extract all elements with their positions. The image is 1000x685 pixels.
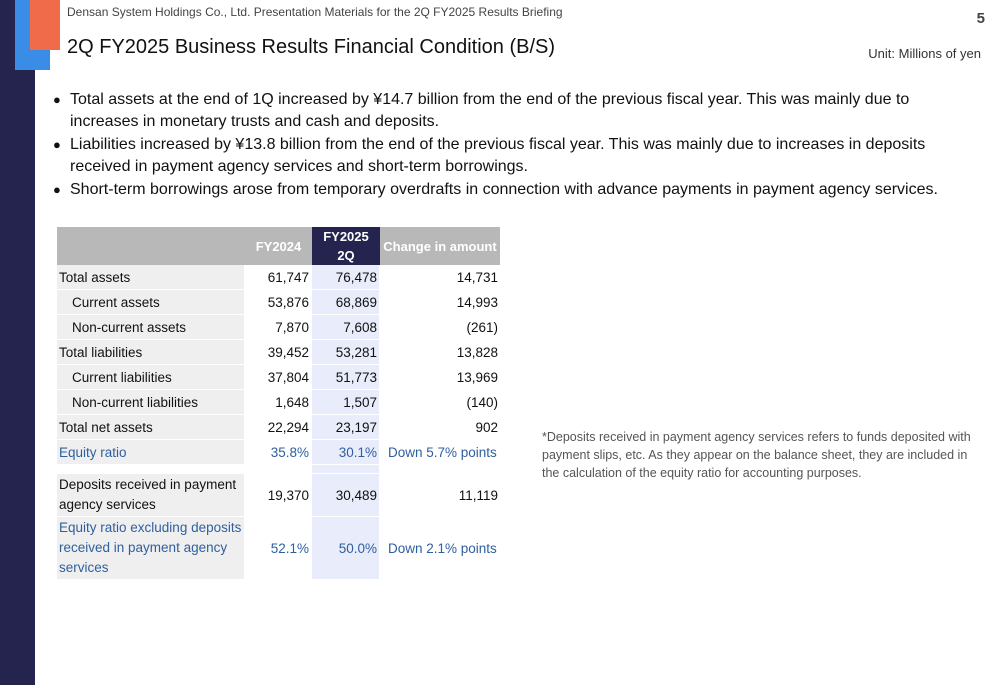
table-spacer-row bbox=[57, 465, 500, 474]
bullet-dot-icon: ● bbox=[53, 92, 61, 107]
row-label: Deposits received in payment agency services bbox=[57, 474, 245, 517]
change-value: 14,993 bbox=[380, 290, 500, 315]
fy2024-value: 37,804 bbox=[245, 365, 312, 390]
table-row bbox=[57, 290, 500, 315]
change-value: Down 5.7% points bbox=[380, 440, 500, 465]
fy2024-value: 52.1% bbox=[245, 517, 312, 580]
table-row bbox=[57, 415, 500, 440]
fy2024-value: 35.8% bbox=[245, 440, 312, 465]
header-fy2025-2q: FY2025 2Q bbox=[312, 227, 380, 265]
change-value: 902 bbox=[380, 415, 500, 440]
change-value: 11,119 bbox=[380, 474, 500, 517]
company-header: Densan System Holdings Co., Ltd. Presentation Materials for the 2Q FY2025 Results Briefing bbox=[67, 5, 563, 19]
row-label: Current liabilities bbox=[57, 365, 245, 390]
fy2024-value: 22,294 bbox=[245, 415, 312, 440]
spacer-cell bbox=[245, 465, 312, 474]
row-label: Non-current liabilities bbox=[57, 390, 245, 415]
fy2025-value: 53,281 bbox=[312, 340, 380, 365]
left-navy-band bbox=[0, 0, 35, 685]
change-value: 13,969 bbox=[380, 365, 500, 390]
table-row bbox=[57, 474, 500, 517]
fy2024-value: 39,452 bbox=[245, 340, 312, 365]
header-change: Change in amount bbox=[380, 227, 500, 265]
bullet-item: ● Liabilities increased by ¥13.8 billion from the end of the previous fiscal year. This was mainly due to increases in deposits received in payment agency services and short-term borrowings. bbox=[53, 136, 926, 175]
fy2025-value: 51,773 bbox=[312, 365, 380, 390]
change-value: Down 2.1% points bbox=[380, 517, 500, 580]
fy2024-value: 53,876 bbox=[245, 290, 312, 315]
table-row-equity-ratio-excl bbox=[57, 517, 500, 580]
change-value: (140) bbox=[380, 390, 500, 415]
row-label: Equity ratio bbox=[57, 440, 245, 465]
fy2025-value: 7,608 bbox=[312, 315, 380, 340]
fy2025-value: 68,869 bbox=[312, 290, 380, 315]
fy2025-value: 76,478 bbox=[312, 265, 380, 290]
spacer-cell bbox=[57, 465, 245, 474]
bullet-dot-icon: ● bbox=[53, 137, 61, 152]
table-row bbox=[57, 340, 500, 365]
change-value: 13,828 bbox=[380, 340, 500, 365]
bullet-item: ● Short-term borrowings arose from temporary overdrafts in connection with advance payments in payment agency services. bbox=[52, 179, 982, 201]
row-label: Current assets bbox=[57, 290, 245, 315]
footnote: *Deposits received in payment agency services refers to funds deposited with payment slips, etc. As they appear on the balance sheet, they are included in the calculation of the equity ratio for accounting purposes. bbox=[542, 430, 971, 480]
spacer-cell bbox=[380, 465, 500, 474]
row-label: Total assets bbox=[57, 265, 245, 290]
summary-bullets bbox=[52, 89, 982, 202]
change-value: (261) bbox=[380, 315, 500, 340]
unit-label: Unit: Millions of yen bbox=[868, 46, 981, 61]
fy2024-value: 61,747 bbox=[245, 265, 312, 290]
fy2024-value: 1,648 bbox=[245, 390, 312, 415]
table-row bbox=[57, 390, 500, 415]
fy2025-value: 50.0% bbox=[312, 517, 380, 580]
row-label: Total net assets bbox=[57, 415, 245, 440]
header-label-cell bbox=[57, 227, 245, 265]
fy2024-value: 19,370 bbox=[245, 474, 312, 517]
orange-accent-block bbox=[30, 0, 60, 50]
row-label: Total liabilities bbox=[57, 340, 245, 365]
bullet-item: ● Total assets at the end of 1Q increased by ¥14.7 billion from the end of the previous fiscal year. This was mainly due to increases in monetary trusts and cash and deposits. bbox=[53, 91, 910, 130]
spacer-cell bbox=[312, 465, 380, 474]
fy2025-value: 23,197 bbox=[312, 415, 380, 440]
fy2025-value: 30.1% bbox=[312, 440, 380, 465]
fy2025-value: 1,507 bbox=[312, 390, 380, 415]
change-value: 14,731 bbox=[380, 265, 500, 290]
table-row-equity-ratio bbox=[57, 440, 500, 465]
table-header-row bbox=[57, 227, 500, 265]
page-title: 2Q FY2025 Business Results Financial Condition (B/S) bbox=[67, 36, 556, 58]
table-row bbox=[57, 265, 500, 290]
table-row bbox=[57, 315, 500, 340]
header-fy2024: FY2024 bbox=[245, 227, 312, 265]
balance-sheet-table bbox=[57, 227, 500, 580]
page-number: 5 bbox=[976, 10, 985, 27]
fy2025-value: 30,489 bbox=[312, 474, 380, 517]
row-label: Equity ratio excluding deposits received in payment agency services bbox=[57, 517, 245, 580]
fy2024-value: 7,870 bbox=[245, 315, 312, 340]
bullet-dot-icon: ● bbox=[53, 182, 61, 197]
table-row bbox=[57, 365, 500, 390]
row-label: Non-current assets bbox=[57, 315, 245, 340]
